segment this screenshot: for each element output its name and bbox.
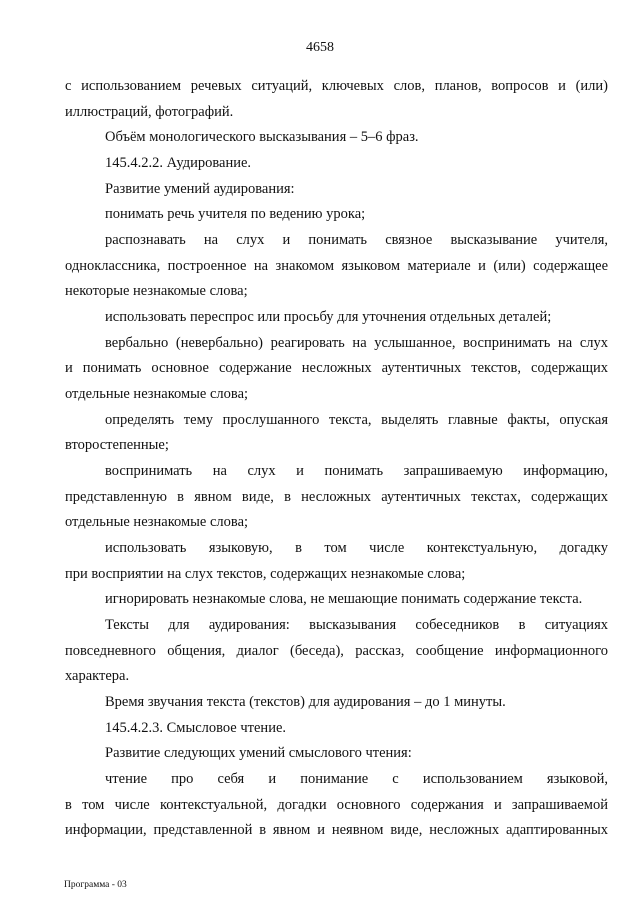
text-line: Объём монологического высказывания – 5–6 фраз. (105, 129, 419, 145)
text-line: воспринимать на слух и понимать запрашиваемую информацию, (105, 463, 608, 479)
text-line: повседневного общения, диалог (беседа), рассказ, сообщение информационного (65, 643, 608, 659)
text-line: определять тему прослушанного текста, выделять главные факты, опуская (105, 412, 608, 428)
text-line: понимать речь учителя по ведению урока; (105, 206, 366, 222)
text-line: распознавать на слух и понимать связное высказывание учителя, (105, 232, 608, 248)
text-line: некоторые незнакомые слова; (65, 283, 248, 299)
text-line: с использованием речевых ситуаций, ключевых слов, планов, вопросов и (или) (65, 78, 608, 94)
text-line: Тексты для аудирования: высказывания собеседников в ситуациях (105, 617, 608, 633)
text-line: чтение про себя и понимание с использованием языковой, (105, 771, 608, 787)
text-line: второстепенные; (65, 437, 169, 453)
page-number: 4658 (306, 40, 334, 55)
text-line: использовать переспрос или просьбу для уточнения отдельных деталей; (105, 309, 552, 325)
text-line: использовать языковую, в том числе контекстуальную, догадку (105, 540, 608, 556)
text-line: характера. (65, 668, 130, 684)
section-heading: 145.4.2.3. Смысловое чтение. (105, 720, 287, 736)
text-line: при восприятии на слух текстов, содержащих незнакомые слова; (65, 566, 466, 582)
page-footer: Программа - 03 (64, 880, 127, 890)
text-line: отдельные незнакомые слова; (65, 386, 249, 402)
text-line: Развитие умений аудирования: (105, 181, 295, 197)
text-line: иллюстраций, фотографий. (65, 104, 234, 120)
text-line: одноклассника, построенное на знакомом языковом материале и (или) содержащее (65, 258, 608, 274)
text-line: информации, представленной в явном и неявном виде, несложных адаптированных (65, 822, 608, 838)
text-line: и понимать основное содержание несложных аутентичных текстов, содержащих (65, 360, 608, 376)
text-line: Время звучания текста (текстов) для аудирования – до 1 минуты. (105, 694, 506, 710)
text-line: представленную в явном виде, в несложных аутентичных текстах, содержащих (65, 489, 608, 505)
text-line: вербально (невербально) реагировать на услышанное, воспринимать на слух (105, 335, 608, 351)
text-line: Развитие следующих умений смыслового чтения: (105, 745, 412, 761)
text-line: отдельные незнакомые слова; (65, 514, 249, 530)
text-line: игнорировать незнакомые слова, не мешающие понимать содержание текста. (105, 591, 583, 607)
section-heading: 145.4.2.2. Аудирование. (105, 155, 252, 171)
text-line: в том числе контекстуальной, догадки основного содержания и запрашиваемой (65, 797, 608, 813)
